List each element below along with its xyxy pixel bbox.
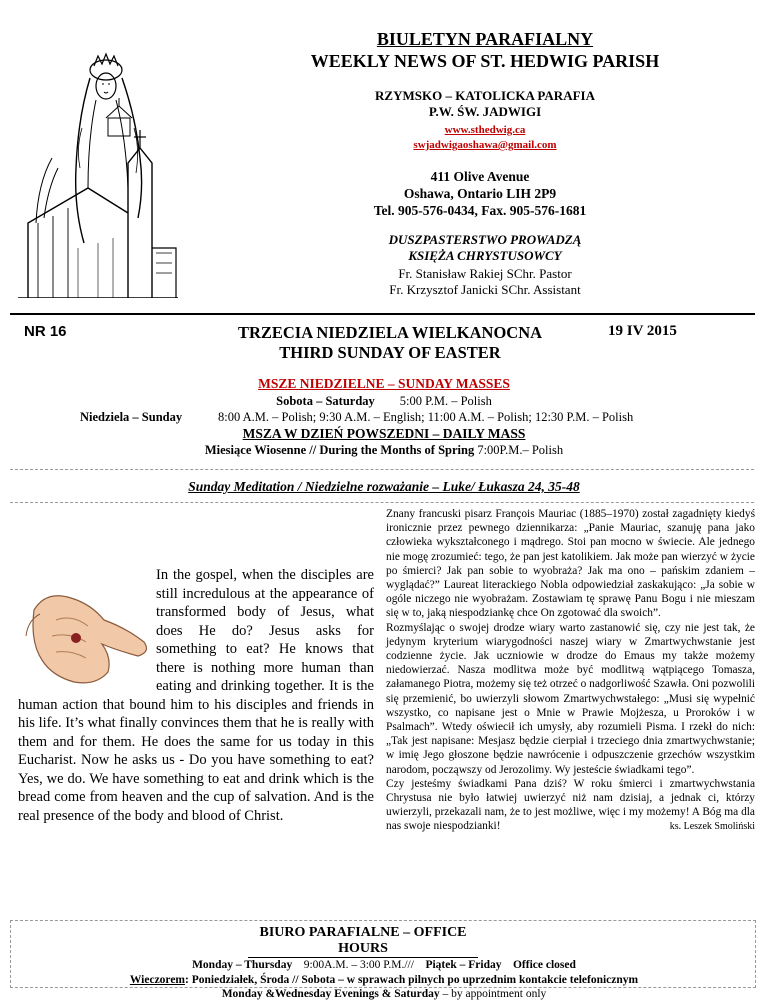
church-name-line2: P.W. ŚW. JADWIGI <box>428 104 542 119</box>
sunday-times: 8:00 A.M. – Polish; 9:30 A.M. – English; 11:00 A.M. – Polish; 12:30 P.M. – Polish <box>218 410 634 424</box>
ministry-line2: KSIĘŻA CHRYSTUSOWCY <box>408 248 562 263</box>
sunday-label: Niedziela – Sunday <box>80 410 183 424</box>
meditation-polish-p3: Czy jesteśmy świadkami Pana dziś? W roku śmierci i zmartwychwstania Chrystusa nie było łatwiej uwierzyć niż nam dzisiaj, a jednak ci, którzy uwierzyli, przekazali nam, że to jest możliwe, więc i my możemy! A Bóg ma dla nas swoje niespodzianki! <box>386 777 755 833</box>
daily-mass-heading: MSZA W DZIEŃ POWSZEDNI – DAILY MASS <box>242 425 526 441</box>
website-link[interactable]: www.sthedwig.ca <box>444 124 526 136</box>
office-evening-text: : Poniedziałek, Środa // Sobota – w sprawach pilnych po uprzednim kontakcie telefonicznym <box>185 973 639 986</box>
issue-number: NR 16 <box>24 323 67 340</box>
ministry-line1: DUSZPASTERSTWO PROWADZĄ <box>388 232 582 247</box>
church-name-line1: RZYMSKO – KATOLICKA PARAFIA <box>375 88 595 103</box>
bulletin-title-en: WEEKLY NEWS OF ST. HEDWIG PARISH <box>310 51 660 71</box>
sunday-masses-heading: MSZE NIEDZIELNE – SUNDAY MASSES <box>258 376 510 391</box>
meditation-author: ks. Leszek Smoliński <box>669 820 755 832</box>
meditation-polish-p2: Rozmyślając o swojej drodze wiary warto zastanowić się, czy nie jest tak, że jedynym kryterium wiarygodności naszej wiary w Zmartwychwstanie jest codzienne życie. Jak uczniowie w drodze do Emaus my także możemy niedowierzać. Nasza modlitwa może być modlitwą wątpiącego Tomasza, załamanego Piotra, możemy się też otrzeć o nadgorliwość Szawła. Oni pozwolili się przemienić, bo uwierzyli słowom Zmartwychwstałego: „Musi się wypełnić wszystko, co napisane jest o Mnie w Prawie Mojżesza, u Proroków i w Psalmach”. Wtedy oświecił ich umysły, aby rozumieli Pisma. I rzekł do nich: „Tak jest napisane: Mesjasz będzie cierpiał i trzeciego dnia zmartwychwstanie; w imię Jego głoszone będzie nawrócenie i odpuszczenie grzechów wszystkim narodom, począwszy od Jerozolimy. Wy jesteście świadkami tego”. <box>386 621 755 776</box>
church-drawing <box>18 48 178 298</box>
saturday-time: 5:00 P.M. – Polish <box>399 393 492 408</box>
office-evening-label: Wieczorem <box>129 973 186 986</box>
issue-date: 19 IV 2015 <box>608 323 677 339</box>
meditation-english <box>18 566 374 825</box>
meditation-english-text: In the gospel, when the disciples are still incredulous at the appearance of transformed body of Jesus, what does He do? Jesus asks for something to eat? He knows that there is nothing more human than eating and drinking together. It is the human action that bound him to his disciples and friends in his life. It’s what finally convinces them that he is really with them and for them. He does the same for us today in this Eucharist. Now he asks us - Do you have something to eat? Yes, we do. We have something to eat and drink which is the bread come from heaven and the cup of salvation. And is the real presence of the body and blood of Christ. <box>18 567 374 824</box>
issue-title-en: THIRD SUNDAY OF EASTER <box>279 343 501 362</box>
bulletin-title-pl: BIULETYN PARAFIALNY <box>376 29 594 49</box>
meditation-polish <box>386 507 755 834</box>
issue-title-pl: TRZECIA NIEDZIELA WIELKANOCNA <box>237 323 543 342</box>
office-friday-closed: Office closed <box>512 959 576 971</box>
address-line1: 411 Olive Avenue <box>430 169 530 184</box>
office-weekday-hours: 9:00A.M. – 3:00 P.M./// <box>303 959 414 971</box>
office-hours-heading: BIURO PARAFIALNE – OFFICE HOURS <box>248 925 478 958</box>
office-weekday-days: Monday – Thursday <box>192 959 293 971</box>
daily-mass-time: 7:00P.M.– Polish <box>477 443 564 457</box>
mass-schedule <box>0 376 768 459</box>
address-line2: Oshawa, Ontario LIH 2P9 <box>403 186 557 201</box>
meditation-heading: Sunday Meditation / Niedzielne rozważanie – Luke/ Łukasza 24, 35-48 <box>188 479 580 494</box>
office-appointment-days: Monday &Wednesday Evenings & Saturday <box>221 988 440 1000</box>
pastor-name: Fr. Stanisław Rakiej SChr. Pastor <box>398 266 572 281</box>
meditation-polish-p1: Znany francuski pisarz François Mauriac (1885–1970) został zagadnięty kiedyś ironicznie przez pewnego dziennikarza: „Panie Mauriac, szanuję pana jako człowieka wykształconego i mądrego. Stoi pan mocno w świecie. Ale jednego nie mogę zrozumieć: tego, że pan jest katolikiem. Jak może pan wierzyć w życie po śmierci? Jak pan sobie to wyobraża? Jak ma ono – pańskim zdaniem – wyglądać?” Laureat literackiego Nobla odpowiedział zaskakująco: „Ja sobie w ogóle niczego nie wyobrażam. Zostawiam tę sprawę Panu Bogu i nie mieszam się w to, jaką niespodziankę chce On zgotować dla swoich”. <box>386 508 755 620</box>
issue-box <box>10 313 755 371</box>
email-link[interactable]: swjadwigaoshawa@gmail.com <box>413 139 557 151</box>
assistant-name: Fr. Krzysztof Janicki SChr. Assistant <box>389 282 581 297</box>
saturday-label: Sobota – Saturday <box>276 393 375 408</box>
phone-fax: Tel. 905-576-0434, Fax. 905-576-1681 <box>373 203 587 218</box>
daily-mass-label: Miesiące Wiosenne // During the Months of Spring <box>204 443 475 457</box>
office-friday-label: Piątek – Friday <box>425 959 502 971</box>
office-appointment-note: – by appointment only <box>439 988 547 1000</box>
